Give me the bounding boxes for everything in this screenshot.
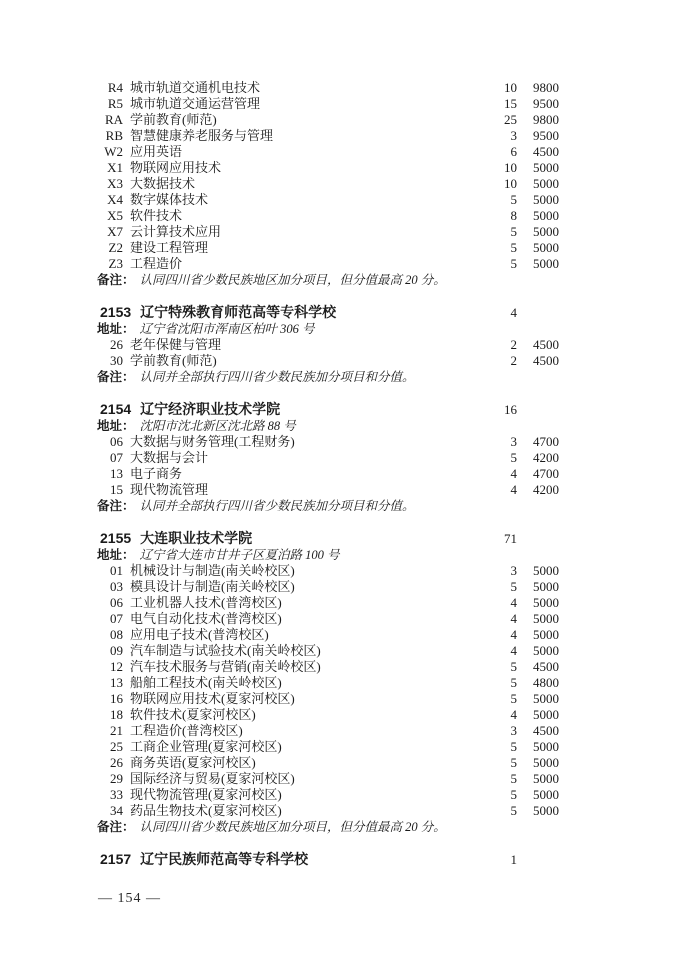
major-code: 06 xyxy=(110,595,123,610)
major-row xyxy=(97,771,559,787)
major-row xyxy=(97,256,559,272)
institution-code: 2155 xyxy=(100,530,132,546)
tuition-fee: 9800 xyxy=(533,80,559,95)
major-code: 21 xyxy=(110,723,123,738)
institution-code: 2157 xyxy=(100,851,132,867)
institution-name: 辽宁民族师范高等专科学校 xyxy=(140,851,309,867)
plan-count: 3 xyxy=(510,563,517,578)
plan-count: 10 xyxy=(504,80,517,95)
major-rows xyxy=(97,434,559,498)
tuition-fee: 5000 xyxy=(533,771,559,786)
major-row xyxy=(97,787,559,803)
remark-label: 备注： xyxy=(97,499,135,513)
plan-count: 15 xyxy=(504,96,517,111)
address-label: 地址： xyxy=(97,548,135,562)
major-name: 大数据技术 xyxy=(130,176,196,191)
tuition-fee: 4200 xyxy=(533,482,559,497)
major-row xyxy=(97,707,559,723)
major-code: 30 xyxy=(110,353,123,368)
plan-count: 5 xyxy=(510,240,517,255)
plan-count: 5 xyxy=(510,755,517,770)
major-code: X4 xyxy=(107,192,123,207)
major-row xyxy=(97,96,559,112)
tuition-fee: 4700 xyxy=(533,466,559,481)
remark-line xyxy=(97,819,559,835)
major-name: 汽车制造与试验技术(南关岭校区) xyxy=(130,643,321,658)
major-code: 18 xyxy=(110,707,123,722)
major-code: 09 xyxy=(110,643,123,658)
major-row xyxy=(97,176,559,192)
major-row xyxy=(97,675,559,691)
plan-count: 5 xyxy=(510,192,517,207)
institution-section xyxy=(97,851,559,868)
major-row xyxy=(97,80,559,96)
major-code: R4 xyxy=(107,80,123,95)
major-row xyxy=(97,434,559,450)
plan-count: 2 xyxy=(510,337,517,352)
major-row xyxy=(97,160,559,176)
tuition-fee: 5000 xyxy=(533,611,559,626)
plan-count: 5 xyxy=(510,675,517,690)
major-name: 智慧健康养老服务与管理 xyxy=(130,128,274,143)
tuition-fee: 4500 xyxy=(533,144,559,159)
address-label: 地址： xyxy=(97,419,135,433)
major-name: 药品生物技术(夏家河校区) xyxy=(130,803,282,818)
remark-text: 认同并全部执行四川省少数民族加分项目和分值。 xyxy=(139,370,415,384)
institution-plan-total: 1 xyxy=(510,852,517,867)
plan-count: 6 xyxy=(510,144,517,159)
tuition-fee: 4700 xyxy=(533,434,559,449)
institution-section xyxy=(97,530,559,835)
tuition-fee: 5000 xyxy=(533,256,559,271)
tuition-fee: 5000 xyxy=(533,224,559,239)
major-code: 16 xyxy=(110,691,123,706)
major-row xyxy=(97,112,559,128)
page-number: — 154 — xyxy=(98,891,161,906)
plan-count: 4 xyxy=(510,482,517,497)
tuition-fee: 9500 xyxy=(533,96,559,111)
remark-line xyxy=(97,272,559,288)
major-name: 大数据与财务管理(工程财务) xyxy=(130,434,295,449)
plan-count: 4 xyxy=(510,595,517,610)
tuition-fee: 5000 xyxy=(533,240,559,255)
major-row xyxy=(97,563,559,579)
tuition-fee: 9800 xyxy=(533,112,559,127)
major-rows xyxy=(97,337,559,369)
major-name: 模具设计与制造(南关岭校区) xyxy=(130,579,295,594)
major-name: 大数据与会计 xyxy=(130,450,209,465)
tuition-fee: 5000 xyxy=(533,787,559,802)
institution-plan-total: 4 xyxy=(510,305,517,320)
tuition-fee: 4800 xyxy=(533,675,559,690)
major-code: 07 xyxy=(110,450,123,465)
plan-count: 3 xyxy=(510,723,517,738)
major-row xyxy=(97,627,559,643)
major-row xyxy=(97,755,559,771)
major-code: Z2 xyxy=(108,240,123,255)
institution-code: 2153 xyxy=(100,304,132,320)
major-code: 33 xyxy=(110,787,123,802)
remark-label: 备注： xyxy=(97,273,135,287)
tuition-fee: 5000 xyxy=(533,643,559,658)
tuition-fee: 5000 xyxy=(533,627,559,642)
major-name: 云计算技术应用 xyxy=(130,224,222,239)
major-name: 数字媒体技术 xyxy=(130,192,209,207)
major-code: 01 xyxy=(110,563,123,578)
institution-name: 辽宁经济职业技术学院 xyxy=(140,401,281,417)
major-code: 07 xyxy=(110,611,123,626)
address-line xyxy=(97,321,559,337)
remark-text: 认同四川省少数民族地区加分项目，但分值最高 20 分。 xyxy=(139,820,446,834)
tuition-fee: 4500 xyxy=(533,723,559,738)
tuition-fee: 4500 xyxy=(533,659,559,674)
major-row xyxy=(97,595,559,611)
plan-count: 4 xyxy=(510,643,517,658)
address-label: 地址： xyxy=(97,322,135,336)
major-name: 软件技术 xyxy=(130,208,183,223)
plan-count: 3 xyxy=(510,128,517,143)
plan-count: 5 xyxy=(510,256,517,271)
major-row xyxy=(97,466,559,482)
tuition-fee: 5000 xyxy=(533,739,559,754)
major-name: 工程造价(普湾校区) xyxy=(130,723,243,738)
major-code: 12 xyxy=(110,659,123,674)
plan-count: 2 xyxy=(510,353,517,368)
major-name: 工业机器人技术(普湾校区) xyxy=(130,595,282,610)
major-name: 国际经济与贸易(夏家河校区) xyxy=(130,771,295,786)
major-code: 29 xyxy=(110,771,123,786)
major-code: 08 xyxy=(110,627,123,642)
remark-line xyxy=(97,369,559,385)
major-row xyxy=(97,611,559,627)
institution-section xyxy=(97,401,559,514)
major-name: 城市轨道交通运营管理 xyxy=(130,96,261,111)
major-name: 电子商务 xyxy=(130,466,183,481)
institution-section xyxy=(97,304,559,385)
tuition-fee: 4200 xyxy=(533,450,559,465)
plan-count: 4 xyxy=(510,707,517,722)
major-row xyxy=(97,450,559,466)
plan-count: 25 xyxy=(504,112,517,127)
major-row xyxy=(97,144,559,160)
remark-label: 备注： xyxy=(97,820,135,834)
major-row xyxy=(97,208,559,224)
major-name: 物联网应用技术 xyxy=(130,160,222,175)
major-row xyxy=(97,128,559,144)
plan-count: 5 xyxy=(510,787,517,802)
institution-plan-total: 16 xyxy=(504,402,517,417)
major-name: 物联网应用技术(夏家河校区) xyxy=(130,691,295,706)
major-row xyxy=(97,723,559,739)
plan-count: 5 xyxy=(510,803,517,818)
tuition-fee: 5000 xyxy=(533,707,559,722)
major-code: 26 xyxy=(110,755,123,770)
major-code: 03 xyxy=(110,579,123,594)
major-row xyxy=(97,579,559,595)
major-row xyxy=(97,192,559,208)
institution-plan-total: 71 xyxy=(504,531,517,546)
major-row xyxy=(97,691,559,707)
tuition-fee: 5000 xyxy=(533,595,559,610)
major-code: W2 xyxy=(104,144,123,159)
major-rows xyxy=(97,563,559,819)
tuition-fee: 4500 xyxy=(533,353,559,368)
major-row xyxy=(97,224,559,240)
major-row xyxy=(97,739,559,755)
major-row xyxy=(97,659,559,675)
major-name: 机械设计与制造(南关岭校区) xyxy=(130,563,295,578)
institution-name: 辽宁特殊教育师范高等专科学校 xyxy=(140,304,337,320)
address-text: 沈阳市沈北新区沈北路 88 号 xyxy=(139,419,296,433)
plan-count: 5 xyxy=(510,739,517,754)
tuition-fee: 5000 xyxy=(533,803,559,818)
major-name: 汽车技术服务与营销(南关岭校区) xyxy=(130,659,321,674)
major-row xyxy=(97,803,559,819)
institution-header xyxy=(97,851,559,868)
major-code: X7 xyxy=(107,224,123,239)
sections-container xyxy=(97,80,559,868)
major-name: 工商企业管理(夏家河校区) xyxy=(130,739,282,754)
remark-label: 备注： xyxy=(97,370,135,384)
plan-count: 4 xyxy=(510,466,517,481)
major-code: RA xyxy=(104,112,123,127)
major-code: RB xyxy=(105,128,123,143)
tuition-fee: 5000 xyxy=(533,160,559,175)
tuition-fee: 5000 xyxy=(533,579,559,594)
major-name: 老年保健与管理 xyxy=(130,337,222,352)
major-row xyxy=(97,337,559,353)
tuition-fee: 5000 xyxy=(533,176,559,191)
plan-count: 10 xyxy=(504,160,517,175)
remark-text: 认同四川省少数民族地区加分项目，但分值最高 20 分。 xyxy=(139,273,446,287)
major-row xyxy=(97,643,559,659)
plan-count: 5 xyxy=(510,450,517,465)
plan-count: 8 xyxy=(510,208,517,223)
major-row xyxy=(97,240,559,256)
major-name: 船舶工程技术(南关岭校区) xyxy=(130,675,282,690)
major-code: R5 xyxy=(107,96,123,111)
major-name: 电气自动化技术(普湾校区) xyxy=(130,611,282,626)
institution-name: 大连职业技术学院 xyxy=(140,530,253,546)
address-line xyxy=(97,547,559,563)
tuition-fee: 9500 xyxy=(533,128,559,143)
remark-text: 认同并全部执行四川省少数民族加分项目和分值。 xyxy=(139,499,415,513)
plan-count: 3 xyxy=(510,434,517,449)
plan-count: 5 xyxy=(510,691,517,706)
major-name: 商务英语(夏家河校区) xyxy=(130,755,256,770)
major-rows xyxy=(97,80,559,272)
major-code: X1 xyxy=(107,160,123,175)
address-text: 辽宁省大连市甘井子区夏泊路 100 号 xyxy=(139,548,340,562)
major-name: 建设工程管理 xyxy=(130,240,209,255)
plan-count: 5 xyxy=(510,659,517,674)
major-name: 城市轨道交通机电技术 xyxy=(130,80,261,95)
institution-code: 2154 xyxy=(100,401,132,417)
major-row xyxy=(97,482,559,498)
major-name: 软件技术(夏家河校区) xyxy=(130,707,256,722)
institution-header xyxy=(97,401,559,418)
major-code: 34 xyxy=(110,803,123,818)
address-text: 辽宁省沈阳市浑南区柏叶 306 号 xyxy=(139,322,315,336)
plan-count: 5 xyxy=(510,224,517,239)
major-code: X5 xyxy=(107,208,123,223)
major-code: 13 xyxy=(110,466,123,481)
major-name: 应用英语 xyxy=(130,144,183,159)
major-code: 13 xyxy=(110,675,123,690)
major-code: 06 xyxy=(110,434,123,449)
major-name: 学前教育(师范) xyxy=(130,353,217,368)
plan-count: 4 xyxy=(510,611,517,626)
major-code: Z3 xyxy=(108,256,123,271)
major-code: 15 xyxy=(110,482,123,497)
major-row xyxy=(97,353,559,369)
major-name: 学前教育(师范) xyxy=(130,112,217,127)
tuition-fee: 4500 xyxy=(533,337,559,352)
tuition-fee: 5000 xyxy=(533,563,559,578)
tuition-fee: 5000 xyxy=(533,691,559,706)
tuition-fee: 5000 xyxy=(533,208,559,223)
plan-count: 4 xyxy=(510,627,517,642)
institution-section xyxy=(97,80,559,288)
address-line xyxy=(97,418,559,434)
institution-header xyxy=(97,530,559,547)
major-code: 25 xyxy=(110,739,123,754)
major-name: 工程造价 xyxy=(130,256,183,271)
major-name: 现代物流管理(夏家河校区) xyxy=(130,787,282,802)
major-code: X3 xyxy=(107,176,123,191)
major-name: 现代物流管理 xyxy=(130,482,209,497)
plan-count: 5 xyxy=(510,771,517,786)
institution-header xyxy=(97,304,559,321)
plan-count: 10 xyxy=(504,176,517,191)
major-name: 应用电子技术(普湾校区) xyxy=(130,627,269,642)
major-code: 26 xyxy=(110,337,123,352)
tuition-fee: 5000 xyxy=(533,755,559,770)
tuition-fee: 5000 xyxy=(533,192,559,207)
plan-count: 5 xyxy=(510,579,517,594)
remark-line xyxy=(97,498,559,514)
